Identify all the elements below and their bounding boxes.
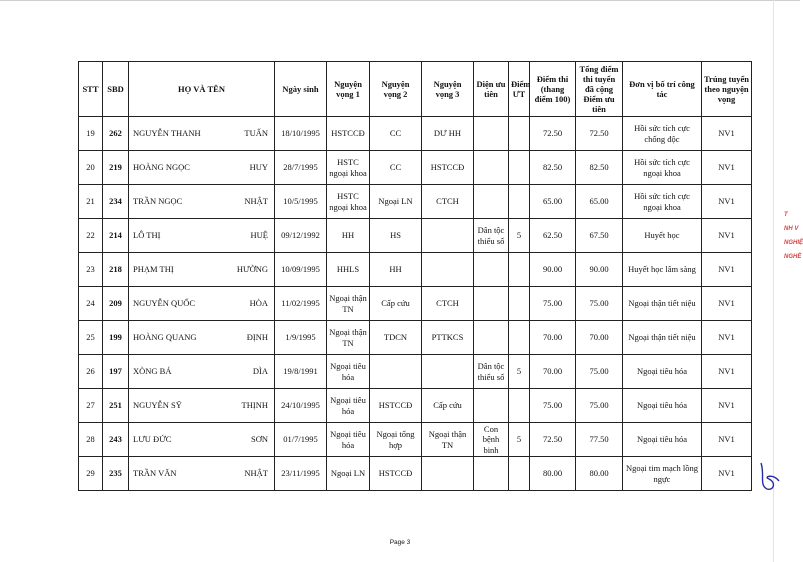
cell-stt: 26 (79, 355, 103, 389)
first-name: DÌA (252, 366, 268, 377)
cell-nv1: Ngoại tiêu hóa (327, 423, 370, 457)
col-sbd: SBD (103, 62, 129, 117)
cell-sbd: 214 (103, 219, 129, 253)
cell-name (129, 151, 275, 185)
cell-priority: Con bệnh binh (474, 423, 509, 457)
cell-priority-points (509, 253, 530, 287)
cell-stt: 22 (79, 219, 103, 253)
table-row (79, 355, 752, 389)
col-priority: Diện ưu tiên (474, 62, 509, 117)
cell-sbd: 197 (103, 355, 129, 389)
cell-total-score: 77.50 (576, 423, 623, 457)
cell-nv3 (422, 457, 474, 491)
table-row (79, 321, 752, 355)
cell-name (129, 117, 275, 151)
cell-exam-score: 75.00 (530, 389, 576, 423)
cell-dob: 19/8/1991 (275, 355, 327, 389)
cell-nv1: Ngoại thận TN (327, 287, 370, 321)
col-nv2: Nguyện vọng 2 (370, 62, 422, 117)
cell-dob: 24/10/1995 (275, 389, 327, 423)
cell-unit: Hồi sức tích cực ngoại khoa (623, 151, 702, 185)
cell-priority (474, 117, 509, 151)
cell-name (129, 287, 275, 321)
first-name: NHẬT (244, 196, 268, 207)
table-row (79, 117, 752, 151)
cell-stt: 25 (79, 321, 103, 355)
cell-priority-points (509, 151, 530, 185)
cell-name (129, 423, 275, 457)
table-row (79, 253, 752, 287)
cell-dob: 10/5/1995 (275, 185, 327, 219)
cell-nv2: HSTCCĐ (370, 389, 422, 423)
cell-nv3: PTTKCS (422, 321, 474, 355)
cell-priority (474, 389, 509, 423)
cell-nv3 (422, 253, 474, 287)
red-stamp-fragment (784, 212, 803, 292)
candidate-table (78, 61, 752, 491)
cell-unit: Hồi sức tích cực ngoại khoa (623, 185, 702, 219)
cell-name (129, 253, 275, 287)
header-row (79, 62, 752, 117)
cell-admitted: NV1 (702, 253, 752, 287)
cell-admitted: NV1 (702, 185, 752, 219)
first-name: HUY (249, 162, 268, 173)
cell-nv1: HSTCCĐ (327, 117, 370, 151)
cell-total-score: 70.00 (576, 321, 623, 355)
cell-priority (474, 457, 509, 491)
stamp-text: NGHỀ (784, 254, 802, 260)
cell-total-score: 67.50 (576, 219, 623, 253)
cell-admitted: NV1 (702, 457, 752, 491)
cell-nv1: Ngoại thận TN (327, 321, 370, 355)
cell-priority-points (509, 321, 530, 355)
cell-nv1: Ngoại tiêu hóa (327, 355, 370, 389)
cell-priority (474, 253, 509, 287)
col-unit: Đơn vị bố trí công tác (623, 62, 702, 117)
cell-nv2: HS (370, 219, 422, 253)
cell-dob: 1/9/1995 (275, 321, 327, 355)
cell-sbd: 235 (103, 457, 129, 491)
cell-total-score: 75.00 (576, 287, 623, 321)
cell-nv3 (422, 355, 474, 389)
cell-nv3: Ngoại thận TN (422, 423, 474, 457)
col-name: HỌ VÀ TÊN (129, 62, 275, 117)
cell-nv1: Ngoại tiêu hóa (327, 389, 370, 423)
page-number: Page 3 (389, 539, 411, 546)
col-nv3: Nguyện vọng 3 (422, 62, 474, 117)
cell-stt: 24 (79, 287, 103, 321)
cell-sbd: 209 (103, 287, 129, 321)
cell-exam-score: 65.00 (530, 185, 576, 219)
cell-exam-score: 80.00 (530, 457, 576, 491)
cell-stt: 19 (79, 117, 103, 151)
cell-nv2: Ngoại LN (370, 185, 422, 219)
cell-nv1: HSTC ngoại khoa (327, 185, 370, 219)
cell-nv2: TDCN (370, 321, 422, 355)
last-middle-name: TRẦN NGỌC (133, 196, 183, 207)
cell-name (129, 321, 275, 355)
cell-priority-points: 5 (509, 355, 530, 389)
cell-nv2: CC (370, 117, 422, 151)
cell-priority-points (509, 185, 530, 219)
last-middle-name: LƯU ĐỨC (133, 434, 172, 445)
cell-priority (474, 185, 509, 219)
table-row (79, 389, 752, 423)
signature-mark (755, 455, 785, 495)
cell-priority-points (509, 457, 530, 491)
cell-admitted: NV1 (702, 389, 752, 423)
cell-nv2 (370, 355, 422, 389)
cell-nv3: Cấp cứu (422, 389, 474, 423)
cell-dob: 01/7/1995 (275, 423, 327, 457)
table-row (79, 457, 752, 491)
cell-nv3: HSTCCĐ (422, 151, 474, 185)
col-exam-score: Điểm thi (thang điểm 100) (530, 62, 576, 117)
cell-unit: Huyết học (623, 219, 702, 253)
cell-name (129, 457, 275, 491)
cell-priority (474, 321, 509, 355)
cell-exam-score: 72.50 (530, 117, 576, 151)
cell-priority-points (509, 117, 530, 151)
cell-exam-score: 72.50 (530, 423, 576, 457)
first-name: HÒA (249, 298, 268, 309)
last-middle-name: TRẦN VĂN (133, 468, 177, 479)
first-name: HƯỜNG (236, 264, 268, 275)
top-edge-line (0, 0, 800, 1)
cell-total-score: 90.00 (576, 253, 623, 287)
cell-admitted: NV1 (702, 117, 752, 151)
cell-stt: 23 (79, 253, 103, 287)
col-total-score: Tổng điểm thi tuyển đã cộng Điểm ưu tiên (576, 62, 623, 117)
cell-admitted: NV1 (702, 151, 752, 185)
cell-nv1: HH (327, 219, 370, 253)
cell-unit: Hồi sức tích cực chống độc (623, 117, 702, 151)
first-name: SƠN (250, 434, 268, 445)
cell-nv3: CTCH (422, 287, 474, 321)
cell-nv1: HSTC ngoại khoa (327, 151, 370, 185)
cell-dob: 10/09/1995 (275, 253, 327, 287)
cell-nv2: Ngoại tổng hợp (370, 423, 422, 457)
cell-stt: 28 (79, 423, 103, 457)
cell-unit: Ngoại thận tiết niệu (623, 287, 702, 321)
cell-priority-points: 5 (509, 219, 530, 253)
cell-admitted: NV1 (702, 321, 752, 355)
col-dob: Ngày sinh (275, 62, 327, 117)
cell-nv2: HH (370, 253, 422, 287)
table-row (79, 151, 752, 185)
cell-unit: Huyết học lâm sàng (623, 253, 702, 287)
last-middle-name: HOÀNG QUANG (133, 332, 197, 343)
last-middle-name: NGUYỄN SỸ (133, 400, 182, 411)
cell-dob: 28/7/1995 (275, 151, 327, 185)
cell-exam-score: 90.00 (530, 253, 576, 287)
first-name: TUẤN (244, 128, 268, 139)
cell-priority: Dân tộc thiểu số (474, 355, 509, 389)
cell-sbd: 262 (103, 117, 129, 151)
cell-priority (474, 151, 509, 185)
cell-name (129, 185, 275, 219)
cell-stt: 29 (79, 457, 103, 491)
cell-sbd: 199 (103, 321, 129, 355)
last-middle-name: LÔ THỊ (133, 230, 161, 241)
cell-sbd: 218 (103, 253, 129, 287)
first-name: ĐỊNH (246, 332, 268, 343)
cell-unit: Ngoại tim mạch lồng ngực (623, 457, 702, 491)
cell-total-score: 82.50 (576, 151, 623, 185)
cell-priority-points: 5 (509, 423, 530, 457)
cell-total-score: 80.00 (576, 457, 623, 491)
cell-exam-score: 75.00 (530, 287, 576, 321)
last-middle-name: NGUYỄN THANH (133, 128, 201, 139)
cell-dob: 23/11/1995 (275, 457, 327, 491)
cell-total-score: 75.00 (576, 355, 623, 389)
cell-dob: 18/10/1995 (275, 117, 327, 151)
cell-admitted: NV1 (702, 355, 752, 389)
table-row (79, 185, 752, 219)
cell-admitted: NV1 (702, 423, 752, 457)
cell-dob: 11/02/1995 (275, 287, 327, 321)
cell-dob: 09/12/1992 (275, 219, 327, 253)
col-nv1: Nguyện vọng 1 (327, 62, 370, 117)
cell-exam-score: 70.00 (530, 321, 576, 355)
cell-priority (474, 287, 509, 321)
col-stt: STT (79, 62, 103, 117)
cell-priority-points (509, 389, 530, 423)
last-middle-name: HOÀNG NGỌC (133, 162, 190, 173)
cell-total-score: 72.50 (576, 117, 623, 151)
cell-nv1: HHLS (327, 253, 370, 287)
cell-stt: 20 (79, 151, 103, 185)
cell-nv2: Cấp cứu (370, 287, 422, 321)
cell-unit: Ngoại tiêu hóa (623, 423, 702, 457)
table-body (79, 117, 752, 491)
cell-total-score: 65.00 (576, 185, 623, 219)
table-row (79, 423, 752, 457)
cell-priority: Dân tộc thiểu số (474, 219, 509, 253)
cell-unit: Ngoại tiêu hóa (623, 355, 702, 389)
cell-unit: Ngoại tiêu hóa (623, 389, 702, 423)
stamp-text: T (784, 212, 788, 218)
cell-sbd: 219 (103, 151, 129, 185)
cell-exam-score: 62.50 (530, 219, 576, 253)
cell-nv2: HSTCCĐ (370, 457, 422, 491)
first-name: NHẬT (244, 468, 268, 479)
cell-name (129, 219, 275, 253)
first-name: HUỆ (250, 230, 268, 241)
cell-name (129, 389, 275, 423)
cell-total-score: 75.00 (576, 389, 623, 423)
cell-nv1: Ngoại LN (327, 457, 370, 491)
cell-name (129, 355, 275, 389)
first-name: THỊNH (241, 400, 268, 411)
last-middle-name: XÒNG BÁ (133, 366, 172, 377)
cell-unit: Ngoại thận tiết niệu (623, 321, 702, 355)
cell-sbd: 243 (103, 423, 129, 457)
col-priority-points: Điểm ƯT (509, 62, 530, 117)
cell-sbd: 234 (103, 185, 129, 219)
stamp-text: NH V (784, 226, 799, 232)
col-admitted: Trúng tuyển theo nguyện vọng (702, 62, 752, 117)
last-middle-name: PHẠM THỊ (133, 264, 174, 275)
table-row (79, 287, 752, 321)
cell-priority-points (509, 287, 530, 321)
cell-nv2: CC (370, 151, 422, 185)
stamp-text: NGHIỆ (784, 240, 803, 246)
cell-nv3: CTCH (422, 185, 474, 219)
cell-exam-score: 82.50 (530, 151, 576, 185)
cell-nv3: DƯ HH (422, 117, 474, 151)
table-row (79, 219, 752, 253)
cell-nv3 (422, 219, 474, 253)
cell-stt: 21 (79, 185, 103, 219)
cell-admitted: NV1 (702, 287, 752, 321)
cell-sbd: 251 (103, 389, 129, 423)
last-middle-name: NGUYỄN QUỐC (133, 298, 196, 309)
cell-admitted: NV1 (702, 219, 752, 253)
cell-exam-score: 70.00 (530, 355, 576, 389)
cell-stt: 27 (79, 389, 103, 423)
